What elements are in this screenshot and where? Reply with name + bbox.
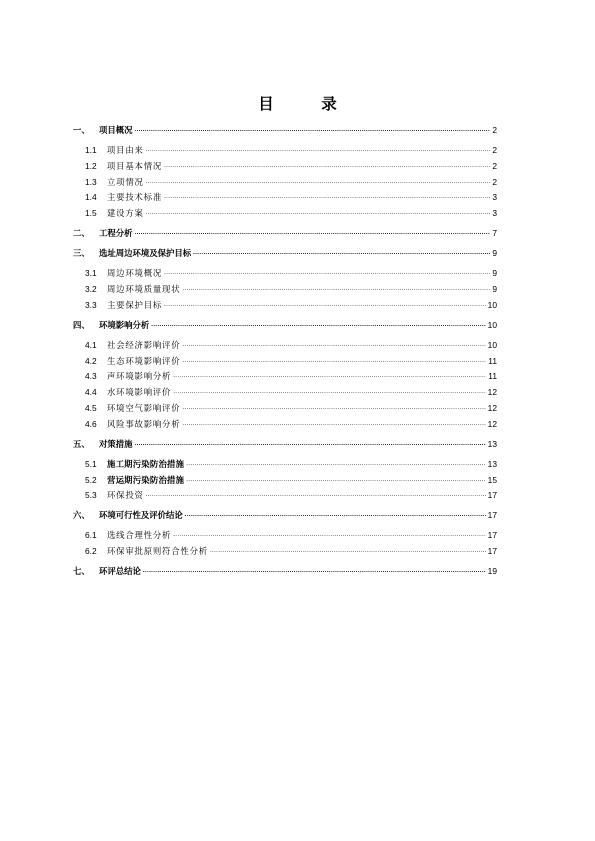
- toc-dot-leader: [182, 282, 490, 295]
- toc-entry-page-number: 3: [492, 192, 497, 203]
- toc-section-entry[interactable]: [73, 340, 497, 351]
- toc-dot-leader: [210, 544, 486, 557]
- toc-chapter-entry[interactable]: [73, 228, 497, 239]
- toc-chapter-entry[interactable]: [73, 125, 497, 136]
- toc-entry-number: 1.2: [85, 160, 97, 171]
- toc-chapter-entry[interactable]: [73, 510, 497, 521]
- toc-entry-page-number: 12: [487, 387, 497, 398]
- toc-entry-page-number: 10: [487, 319, 497, 330]
- toc-dot-leader: [146, 143, 491, 156]
- toc-entry-label: 声环境影响分析: [107, 371, 172, 382]
- toc-dot-leader: [164, 266, 490, 279]
- toc-section-entry[interactable]: [73, 459, 497, 470]
- toc-dot-leader: [135, 226, 491, 239]
- toc-section-entry[interactable]: [73, 268, 497, 279]
- toc-entry-label: 项目基本情况: [107, 160, 163, 171]
- toc-entry-label: 周边环境质量现状: [107, 283, 181, 294]
- toc-entry-number: 4.4: [85, 387, 97, 398]
- toc-dot-leader: [182, 401, 485, 414]
- toc-entry-number: 四、: [73, 319, 90, 330]
- toc-entry-label: 周边环境概况: [107, 268, 163, 279]
- toc-entry-page-number: 2: [492, 160, 497, 171]
- toc-section-entry[interactable]: [73, 145, 497, 156]
- toc-entry-label: 环评总结论: [99, 566, 141, 577]
- toc-section-entry[interactable]: [73, 546, 497, 557]
- toc-entry-number: 1.4: [85, 192, 97, 203]
- toc-entry-number: 1.5: [85, 208, 97, 219]
- toc-entry-page-number: 9: [492, 283, 497, 294]
- toc-entry-label: 工程分析: [99, 228, 133, 239]
- toc-entry-page-number: 12: [487, 402, 497, 413]
- toc-entry-label: 水环境影响评价: [107, 387, 172, 398]
- toc-entry-number: 1.3: [85, 176, 97, 187]
- toc-entry-page-number: 11: [488, 355, 497, 366]
- toc-section-entry[interactable]: [73, 387, 497, 398]
- toc-entry-page-number: 3: [492, 208, 497, 219]
- toc-section-entry[interactable]: [73, 475, 497, 486]
- toc-dot-leader: [186, 473, 485, 486]
- toc-entry-page-number: 15: [487, 474, 497, 485]
- toc-dot-leader: [164, 298, 486, 311]
- toc-entry-label: 环保投资: [107, 490, 144, 501]
- toc-entry-label: 环境影响分析: [99, 319, 150, 330]
- toc-entry-page-number: 17: [487, 546, 497, 557]
- toc-entry-label: 施工期污染防治措施: [107, 458, 185, 469]
- toc-entry-number: 4.3: [85, 371, 97, 382]
- toc-dot-leader: [173, 369, 486, 382]
- toc-entry-label: 主要保护目标: [107, 299, 163, 310]
- toc-section-entry[interactable]: [73, 177, 497, 188]
- toc-entry-number: 1.1: [85, 145, 97, 155]
- toc-chapter-entry[interactable]: [73, 248, 497, 259]
- toc-entry-number: 5.3: [85, 490, 97, 501]
- toc-section-entry[interactable]: [73, 192, 497, 203]
- toc-entry-label: 社会经济影响评价: [107, 339, 181, 350]
- table-of-contents: [73, 125, 497, 577]
- toc-entry-label: 环境可行性及评价结论: [99, 510, 183, 521]
- toc-entry-label: 立项情况: [107, 176, 144, 187]
- toc-entry-label: 建设方案: [107, 208, 144, 219]
- toc-section-entry[interactable]: [73, 403, 497, 414]
- toc-chapter-entry[interactable]: [73, 320, 497, 331]
- toc-dot-leader: [182, 354, 486, 367]
- toc-entry-page-number: 2: [492, 176, 497, 187]
- toc-entry-page-number: 12: [487, 418, 497, 429]
- toc-section-entry[interactable]: [73, 208, 497, 219]
- toc-entry-label: 环保审批原则符合性分析: [107, 546, 208, 557]
- toc-chapter-entry[interactable]: [73, 566, 497, 577]
- toc-dot-leader: [173, 528, 485, 541]
- toc-dot-leader: [186, 457, 485, 470]
- toc-entry-number: 五、: [73, 438, 90, 449]
- toc-section-entry[interactable]: [73, 371, 497, 382]
- toc-entry-page-number: 13: [487, 438, 497, 449]
- toc-entry-page-number: 17: [487, 510, 497, 521]
- toc-entry-label: 风险事故影响分析: [107, 418, 181, 429]
- toc-entry-label: 对策措施: [99, 438, 133, 449]
- toc-dot-leader: [135, 123, 491, 136]
- toc-dot-leader: [146, 175, 491, 188]
- page-title: 目 录: [258, 95, 353, 113]
- toc-entry-page-number: 10: [487, 299, 497, 310]
- toc-section-entry[interactable]: [73, 356, 497, 367]
- toc-dot-leader: [182, 417, 485, 430]
- toc-dot-leader: [185, 508, 486, 521]
- toc-entry-number: 4.1: [85, 339, 97, 350]
- toc-entry-label: 选址周边环境及保护目标: [99, 248, 192, 259]
- toc-dot-leader: [146, 488, 486, 501]
- toc-entry-page-number: 10: [487, 339, 497, 350]
- toc-entry-number: 5.1: [85, 458, 97, 469]
- toc-section-entry[interactable]: [73, 300, 497, 311]
- toc-section-entry[interactable]: [73, 490, 497, 501]
- toc-entry-label: 环境空气影响评价: [107, 402, 181, 413]
- toc-section-entry[interactable]: [73, 419, 497, 430]
- toc-entry-number: 六、: [73, 510, 90, 521]
- toc-entry-number: 一、: [73, 125, 90, 135]
- toc-entry-number: 3.2: [85, 283, 97, 294]
- toc-entry-number: 二、: [73, 228, 90, 239]
- toc-entry-page-number: 7: [492, 228, 497, 239]
- toc-section-entry[interactable]: [73, 161, 497, 172]
- toc-entry-label: 营运期污染防治措施: [107, 474, 185, 485]
- toc-entry-label: 选线合理性分析: [107, 530, 172, 541]
- toc-entry-page-number: 2: [492, 145, 497, 155]
- toc-entry-number: 3.3: [85, 299, 97, 310]
- toc-entry-number: 6.1: [85, 530, 97, 541]
- toc-section-entry[interactable]: [73, 284, 497, 295]
- toc-chapter-entry[interactable]: [73, 439, 497, 450]
- toc-entry-page-number: 2: [492, 125, 497, 135]
- toc-entry-number: 5.2: [85, 474, 97, 485]
- toc-dot-leader: [164, 190, 490, 203]
- toc-entry-page-number: 9: [492, 248, 497, 259]
- toc-entry-page-number: 11: [488, 371, 497, 382]
- toc-dot-leader: [164, 159, 490, 172]
- toc-section-entry[interactable]: [73, 530, 497, 541]
- toc-entry-page-number: 9: [492, 268, 497, 279]
- toc-dot-leader: [193, 246, 490, 259]
- toc-entry-number: 4.6: [85, 418, 97, 429]
- toc-dot-leader: [143, 564, 486, 577]
- toc-entry-number: 4.2: [85, 355, 97, 366]
- toc-entry-page-number: 19: [487, 566, 497, 577]
- toc-entry-number: 3.1: [85, 268, 97, 279]
- toc-dot-leader: [173, 385, 485, 398]
- toc-dot-leader: [146, 206, 491, 219]
- toc-entry-number: 6.2: [85, 546, 97, 557]
- toc-dot-leader: [182, 338, 485, 351]
- toc-entry-label: 项目由来: [107, 145, 144, 155]
- toc-entry-label: 项目概况: [99, 125, 133, 135]
- toc-entry-label: 生态环境影响评价: [107, 355, 181, 366]
- toc-entry-number: 4.5: [85, 402, 97, 413]
- toc-entry-label: 主要技术标准: [107, 192, 163, 203]
- toc-entry-page-number: 17: [487, 490, 497, 501]
- toc-entry-number: 三、: [73, 248, 90, 259]
- toc-dot-leader: [151, 318, 485, 331]
- toc-entry-number: 七、: [73, 566, 90, 577]
- toc-entry-page-number: 13: [487, 458, 497, 469]
- toc-dot-leader: [135, 437, 486, 450]
- toc-entry-page-number: 17: [487, 530, 497, 541]
